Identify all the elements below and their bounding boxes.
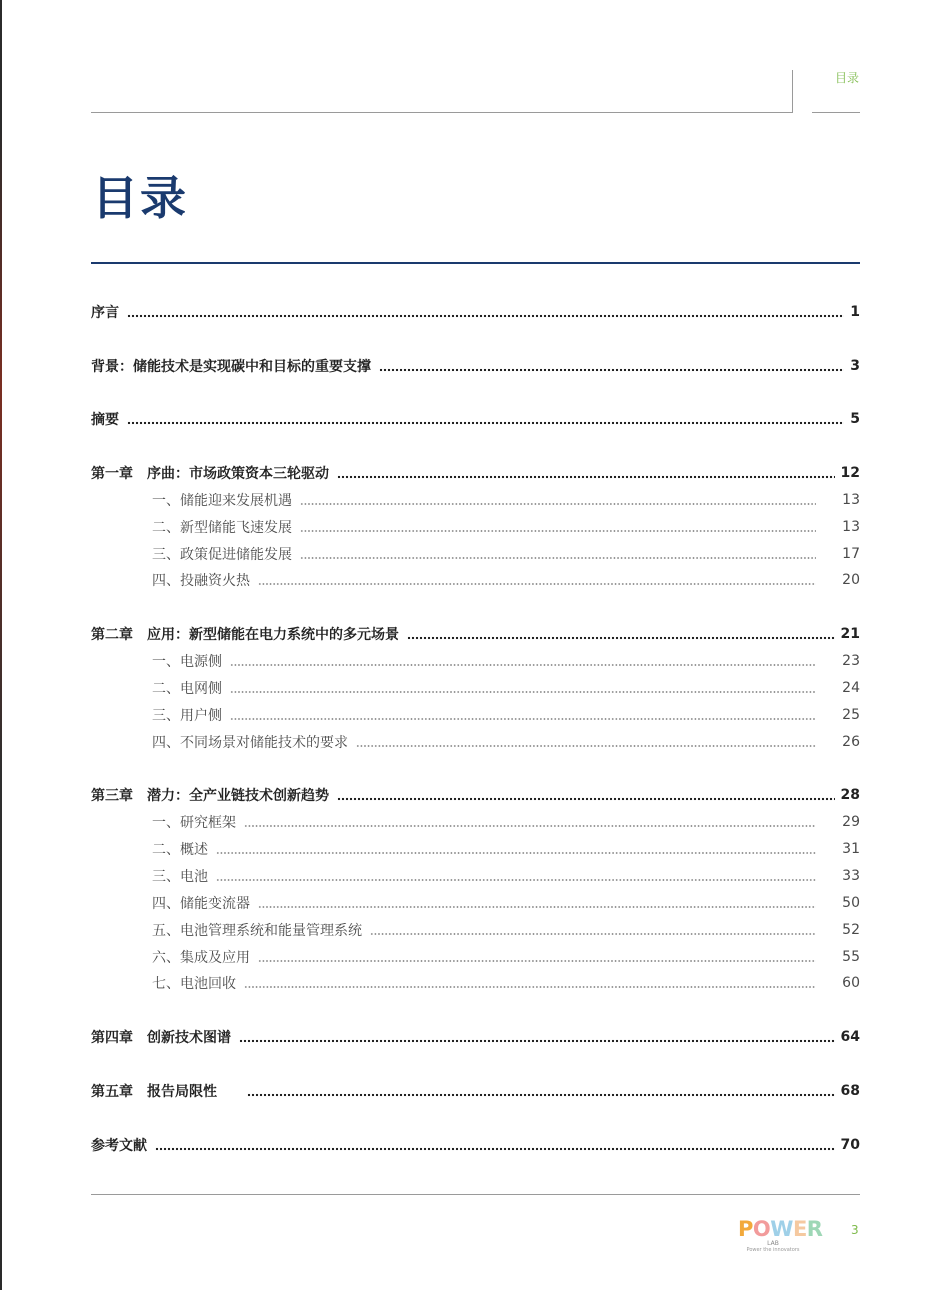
toc-page-number: 68 xyxy=(840,1083,860,1099)
toc-entry[interactable] xyxy=(152,919,860,941)
toc-page-number: 60 xyxy=(842,975,860,991)
toc-dot-leader xyxy=(300,489,816,511)
toc-page-number: 20 xyxy=(842,572,860,588)
toc-entry[interactable] xyxy=(152,946,860,968)
toc-page-number: 13 xyxy=(842,519,860,535)
toc-entry[interactable] xyxy=(91,1134,860,1156)
toc-entry-label: 参考文献 xyxy=(91,1138,147,1154)
toc-entry[interactable] xyxy=(152,865,860,887)
toc-entry-label: 七、电池回收 xyxy=(152,976,236,992)
toc-page-number: 21 xyxy=(840,626,860,642)
toc-dot-leader xyxy=(407,623,835,645)
toc-entry-label: 六、集成及应用 xyxy=(152,950,250,966)
toc-entry[interactable] xyxy=(152,650,860,672)
toc-page-number: 64 xyxy=(840,1029,860,1045)
toc-entry-label: 三、电池 xyxy=(152,869,208,885)
toc-dot-leader xyxy=(127,301,844,323)
toc-page-number: 28 xyxy=(840,787,860,803)
header-section-label: 目录 xyxy=(834,71,859,85)
toc-dot-leader xyxy=(216,838,816,860)
toc-entry[interactable] xyxy=(152,892,860,914)
toc-page-number: 31 xyxy=(842,841,860,857)
toc-entry-label: 第三章 xyxy=(91,788,133,804)
toc-page-number: 5 xyxy=(850,411,860,427)
toc-page-number: 23 xyxy=(842,653,860,669)
toc-entry[interactable] xyxy=(152,838,860,860)
toc-entry-label: 第一章 xyxy=(91,466,133,482)
toc-entry-title: 序曲：市场政策资本三轮驱动 xyxy=(147,466,329,482)
toc-page-number: 1 xyxy=(850,304,860,320)
toc-dot-leader xyxy=(239,1026,835,1048)
toc-dot-leader xyxy=(300,516,816,538)
toc-entry-label: 一、储能迎来发展机遇 xyxy=(152,493,292,509)
toc-entry-label: 四、储能变流器 xyxy=(152,896,250,912)
toc-entry[interactable] xyxy=(152,677,860,699)
toc-dot-leader xyxy=(337,784,835,806)
toc-dot-leader xyxy=(356,731,816,753)
toc-entry-label: 序言 xyxy=(91,305,119,321)
toc-dot-leader xyxy=(247,1080,835,1102)
page-number: 3 xyxy=(851,1223,859,1237)
toc-dot-leader xyxy=(300,543,816,565)
toc-page-number: 3 xyxy=(850,358,860,374)
toc-entry-label: 二、电网侧 xyxy=(152,681,222,697)
toc-page-number: 13 xyxy=(842,492,860,508)
toc-entry-label: 二、概述 xyxy=(152,842,208,858)
toc-entry-title: 应用：新型储能在电力系统中的多元场景 xyxy=(147,627,399,643)
toc-dot-leader xyxy=(258,569,816,591)
toc-entry-label: 四、投融资火热 xyxy=(152,573,250,589)
toc-entry-label: 第四章 xyxy=(91,1030,133,1046)
toc-dot-leader xyxy=(216,865,816,887)
toc-entry-title: 报告局限性 xyxy=(147,1084,217,1100)
header-rule-right xyxy=(812,112,860,113)
logo-tagline: Power the innovators xyxy=(746,1247,800,1253)
header-divider xyxy=(792,70,793,113)
toc-dot-leader xyxy=(155,1134,835,1156)
toc-entry-label: 二、新型储能飞速发展 xyxy=(152,520,292,536)
toc-entry[interactable] xyxy=(152,811,860,833)
power-lab-logo xyxy=(738,1218,822,1258)
toc-entry[interactable] xyxy=(91,301,860,323)
toc-entry-label: 第二章 xyxy=(91,627,133,643)
toc-page-number: 26 xyxy=(842,734,860,750)
toc-dot-leader xyxy=(258,892,816,914)
toc-entry[interactable] xyxy=(91,408,860,430)
toc-entry[interactable] xyxy=(91,1026,860,1048)
toc-entry[interactable] xyxy=(91,784,860,806)
toc-entry-title: 创新技术图谱 xyxy=(147,1030,231,1046)
page-edge-line xyxy=(0,0,2,1290)
toc-page-number: 52 xyxy=(842,922,860,938)
toc-dot-leader xyxy=(230,677,816,699)
toc-entry-label: 摘要 xyxy=(91,412,119,428)
toc-entry[interactable] xyxy=(91,1080,860,1102)
toc-entry-label: 四、不同场景对储能技术的要求 xyxy=(152,735,348,751)
toc-entry[interactable] xyxy=(152,972,860,994)
toc-entry-label: 第五章 xyxy=(91,1084,133,1100)
toc-entry[interactable] xyxy=(91,462,860,484)
toc-page-number: 55 xyxy=(842,949,860,965)
toc-entry-label: 三、用户侧 xyxy=(152,708,222,724)
toc-dot-leader xyxy=(370,919,816,941)
toc-entry-title: 潜力：全产业链技术创新趋势 xyxy=(147,788,329,804)
header-rule xyxy=(91,112,793,113)
toc-dot-leader xyxy=(230,650,816,672)
logo-sub-label: LAB xyxy=(767,1240,779,1247)
toc-page-number: 24 xyxy=(842,680,860,696)
toc-entry[interactable] xyxy=(152,704,860,726)
toc-dot-leader xyxy=(379,355,844,377)
toc-entry[interactable] xyxy=(152,516,860,538)
toc-entry-label: 三、政策促进储能发展 xyxy=(152,547,292,563)
toc-dot-leader xyxy=(337,462,835,484)
toc-entry[interactable] xyxy=(152,543,860,565)
toc-entry-label: 一、电源侧 xyxy=(152,654,222,670)
toc-page-number: 33 xyxy=(842,868,860,884)
toc-entry[interactable] xyxy=(152,489,860,511)
toc-dot-leader xyxy=(258,946,816,968)
toc-entry[interactable] xyxy=(152,731,860,753)
toc-entry-label: 一、研究框架 xyxy=(152,815,236,831)
toc-page-number: 50 xyxy=(842,895,860,911)
toc-dot-leader xyxy=(230,704,816,726)
toc-entry-label: 五、电池管理系统和能量管理系统 xyxy=(152,923,362,939)
page-title: 目录 xyxy=(92,171,188,225)
logo-wordmark: POWER xyxy=(738,1217,823,1241)
toc-dot-leader xyxy=(244,811,816,833)
toc-page-number: 12 xyxy=(840,465,860,481)
toc-entry[interactable] xyxy=(152,569,860,591)
toc-entry-label: 背景：储能技术是实现碳中和目标的重要支撑 xyxy=(91,359,371,375)
toc-page-number: 70 xyxy=(840,1137,860,1153)
title-rule xyxy=(91,262,860,264)
toc-page-number: 17 xyxy=(842,546,860,562)
toc-entry[interactable] xyxy=(91,355,860,377)
toc-dot-leader xyxy=(127,408,844,430)
toc-page-number: 25 xyxy=(842,707,860,723)
toc-dot-leader xyxy=(244,972,816,994)
toc-entry[interactable] xyxy=(91,623,860,645)
footer-rule xyxy=(91,1194,860,1195)
toc-page-number: 29 xyxy=(842,814,860,830)
